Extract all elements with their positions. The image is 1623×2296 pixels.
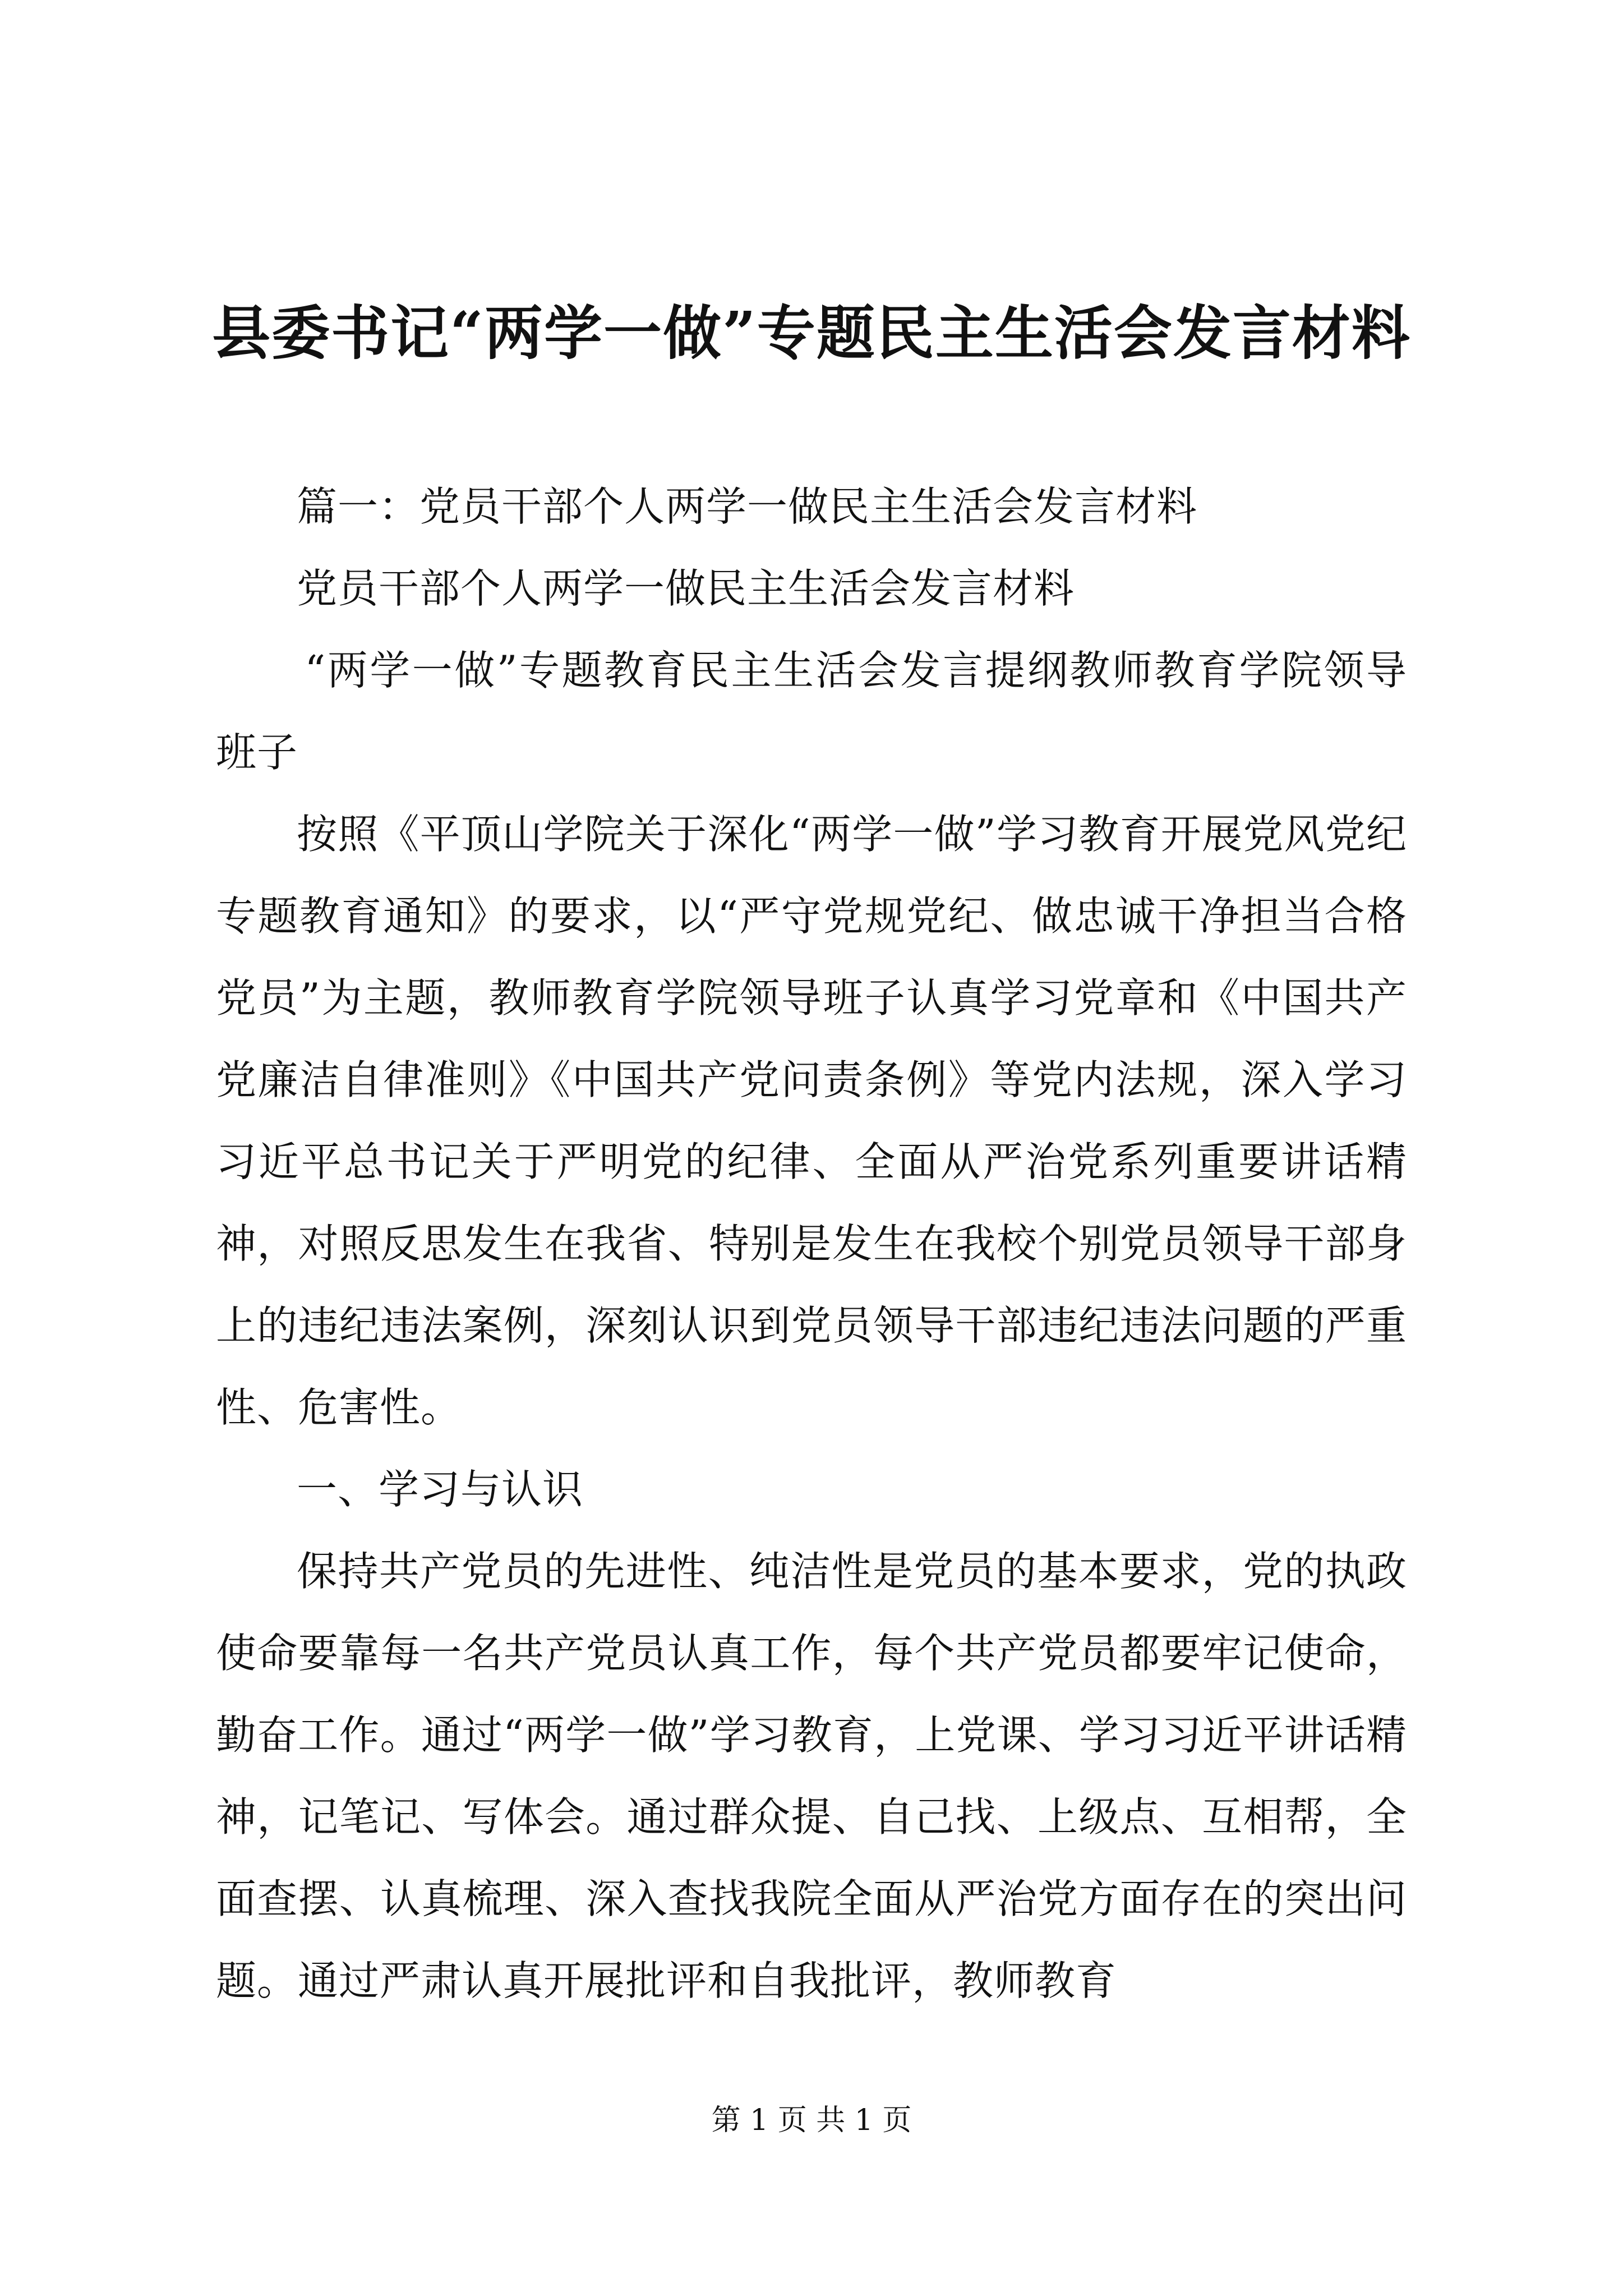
document-body <box>216 466 1407 2022</box>
page-footer: 第 1 页 共 1 页 <box>711 2104 912 2137</box>
document-title: 县委书记“两学一做”专题民主生活会发言材料 <box>212 298 1411 367</box>
paragraph-intro: 按照《平顶山学院关于深化“两学一做”学习教育开展党风党纪专题教育通知》的要求，以“严守党规党纪、做忠诚干净担当合格党员”为主题，教师教育学院领导班子认真学习党章和《中国共产党廉洁自律准则》《中国共产党问责条例》等党内法规，深入学习习近平总书记关于严明党的纪律、全面从严治党系列重要讲话精神，对照反思发生在我省、特别是发生在我校个别党员领导干部身上的违纪违法案例，深刻认识到党员领导干部违纪违法问题的严重性、危害性。 <box>216 811 1407 1431</box>
paragraph-section-heading: 篇一：党员干部个人两学一做民主生活会发言材料 <box>297 483 1198 530</box>
paragraph-subtitle: 党员干部个人两学一做民主生活会发言材料 <box>297 565 1075 612</box>
paragraph-outline-title: “两学一做”专题教育民主生活会发言提纲教师教育学院领导班子 <box>216 647 1407 776</box>
paragraph-study-body: 保持共产党员的先进性、纯洁性是党员的基本要求，党的执政使命要靠每一名共产党员认真工作，每个共产党员都要牢记使命，勤奋工作。通过“两学一做”学习教育，上党课、学习习近平讲话精神，记笔记、写体会。通过群众提、自己找、上级点、互相帮，全面查摆、认真梳理、深入查找我院全面从严治党方面存在的突出问题。通过严肃认真开展批评和自我批评，教师教育 <box>216 1548 1407 2004</box>
paragraph-heading-study: 一、学习与认识 <box>297 1466 584 1513</box>
